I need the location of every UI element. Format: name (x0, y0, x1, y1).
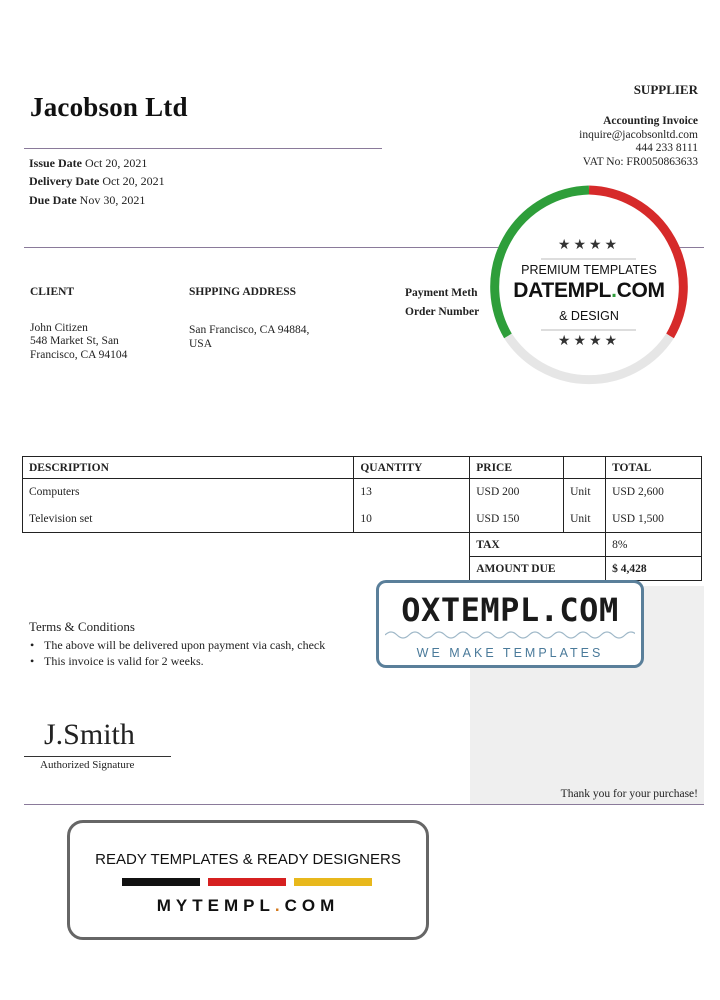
row-description: Television set (23, 506, 354, 533)
flag-stripe-yellow (294, 878, 372, 886)
issue-date-label: Issue Date (29, 156, 82, 170)
supplier-department: Accounting Invoice (603, 115, 698, 127)
issue-date-value: Oct 20, 2021 (85, 156, 148, 170)
client-address-line2: Francisco, CA 94104 (30, 349, 128, 361)
delivery-date (29, 174, 165, 189)
seal-line3: & DESIGN (559, 309, 619, 323)
delivery-date-value: Oct 20, 2021 (102, 174, 165, 188)
oxtempl-title: OXTEMPL.COM (401, 591, 619, 629)
signature: J.Smith (44, 718, 135, 751)
signature-label: Authorized Signature (40, 759, 135, 771)
row-description: Computers (23, 479, 354, 506)
amount-due-label: AMOUNT DUE (470, 557, 606, 581)
supplier-phone: 444 233 8111 (635, 142, 698, 154)
client-name: John Citizen (30, 322, 88, 334)
table-header-row (23, 457, 702, 479)
company-name: Jacobson Ltd (30, 92, 188, 122)
oxtempl-subtitle: WE MAKE TEMPLATES (416, 646, 604, 660)
amount-due-row (23, 557, 702, 581)
header-total: TOTAL (606, 457, 702, 479)
row-price: USD 150 (470, 506, 564, 533)
wave-divider-icon (385, 629, 635, 641)
signature-line (24, 756, 171, 757)
table-row (23, 506, 702, 533)
client-address-line1: 548 Market St, San (30, 335, 119, 347)
due-date-label: Due Date (29, 193, 77, 207)
header-unit-blank (564, 457, 606, 479)
row-total: USD 1,500 (606, 506, 702, 533)
mytempl-url: MYTEMPL.COM (156, 896, 340, 915)
payment-method-label: Payment Meth (405, 287, 478, 299)
client-label: CLIENT (30, 286, 75, 298)
seal-stars-bottom: ★★★★ (557, 332, 621, 348)
seal-brand: DATEMPL.COM (513, 279, 665, 302)
row-quantity: 13 (354, 479, 470, 506)
seal-stars-top: ★★★★ (557, 236, 621, 252)
tax-value: 8% (606, 533, 702, 557)
amount-due-value: $ 4,428 (606, 557, 702, 581)
row-quantity: 10 (354, 506, 470, 533)
flag-stripe-red (208, 878, 286, 886)
mytempl-title: READY TEMPLATES & READY DESIGNERS (95, 851, 401, 868)
datempl-watermark-seal (486, 184, 692, 390)
row-unit: Unit (564, 506, 606, 533)
footer-divider (24, 804, 704, 805)
seal-line1: PREMIUM TEMPLATES (521, 263, 657, 277)
mytempl-watermark (67, 820, 429, 940)
tax-row (23, 533, 702, 557)
supplier-title: SUPPLIER (633, 82, 698, 97)
oxtempl-watermark (376, 580, 644, 668)
header-price: PRICE (470, 457, 564, 479)
terms-item: • This invoice is valid for 2 weeks. (30, 654, 204, 668)
flag-stripe-black (122, 878, 200, 886)
shipping-line2: USA (189, 338, 213, 350)
header-quantity: QUANTITY (354, 457, 470, 479)
thank-you-note: Thank you for your purchase! (560, 788, 698, 800)
items-table (22, 456, 702, 581)
row-unit: Unit (564, 479, 606, 506)
terms-item: • The above will be delivered upon payment via cash, check (30, 638, 326, 652)
header-description: DESCRIPTION (23, 457, 354, 479)
supplier-email: inquire@jacobsonltd.com (579, 129, 698, 141)
header-divider (24, 148, 382, 149)
terms-title: Terms & Conditions (29, 619, 135, 634)
due-date (29, 193, 145, 208)
table-row (23, 479, 702, 506)
due-date-value: Nov 30, 2021 (79, 193, 146, 207)
tax-label: TAX (470, 533, 606, 557)
shipping-line1: San Francisco, CA 94884, (189, 324, 310, 336)
order-number-label: Order Number (405, 306, 480, 318)
issue-date (29, 156, 147, 171)
row-price: USD 200 (470, 479, 564, 506)
supplier-vat: VAT No: FR0050863633 (582, 156, 698, 168)
delivery-date-label: Delivery Date (29, 174, 100, 188)
row-total: USD 2,600 (606, 479, 702, 506)
shipping-label: SHPPING ADDRESS (189, 286, 297, 298)
